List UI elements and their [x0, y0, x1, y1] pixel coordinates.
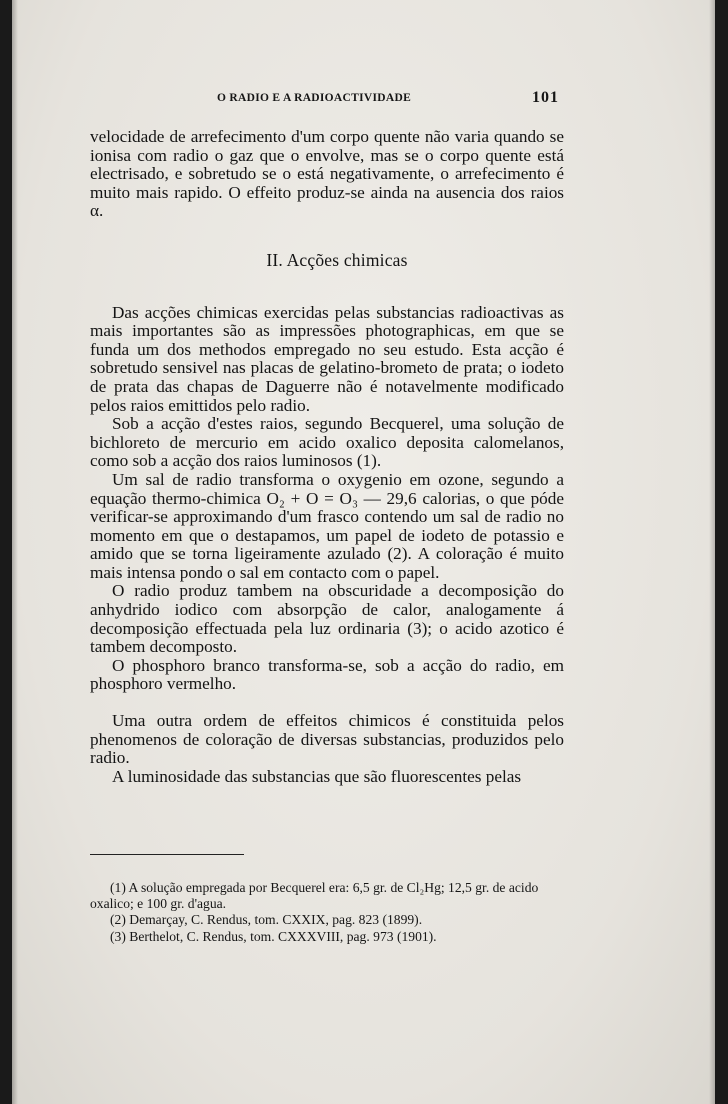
- footnotes: [90, 880, 564, 945]
- section-heading: II. Acções chimicas: [266, 249, 408, 270]
- paragraph-continuation: velocidade de arrefecimento d'um corpo quente não varia quando se ionisa com radio o gaz que o envolve, mas se o corpo quente está electrisado, e sobretudo se o está negativamente, o arrefecimento é muito mais rapido. O effeito produz-se ainda na ausencia dos raios α.: [90, 127, 564, 221]
- running-title: O RADIO E A RADIOACTIVIDADE: [217, 92, 412, 104]
- footnote-3: (3) Berthelot, C. Rendus, tom. CXXXVIII, pag. 973 (1901).: [110, 928, 437, 944]
- paragraph-coloration: Uma outra ordem de effeitos chimicos é constituida pelos phenomenos de coloração de diversas substancias, produzidos pelo radio.: [90, 711, 564, 768]
- page-number: 101: [532, 89, 559, 106]
- paragraph-photographic: Das acções chimicas exercidas pelas substancias radioactivas as mais importantes são as impressões photographicas, em que se funda um dos methodos empregado no seu estudo. Esta acção é sobretudo sensivel nas placas de gelatino-brometo de prata; o iodeto de prata das chapas de Daguerre não é notavelmente modificado pelos raios emittidos pelo radio.: [90, 302, 564, 415]
- body-text: [90, 128, 564, 786]
- footnote-1: (1) A solução empregada por Becquerel era: 6,5 gr. de Cl₂Hg; 12,5 gr. de acido oxalico; e 100 gr. d'agua.: [90, 880, 539, 912]
- paragraph-iodic: O radio produz tambem na obscuridade a decomposição do anhydrido iodico com absorpção de calor, analogamente á decomposição effectuada pela luz ordinaria (3); o acido azotico é tambem decomposto.: [90, 581, 564, 657]
- paragraph-luminosity: A luminosidade das substancias que são fluorescentes pelas: [112, 766, 522, 786]
- page-header: [12, 89, 715, 112]
- footnote-2: (2) Demarçay, C. Rendus, tom. CXXIX, pag. 823 (1899).: [110, 912, 423, 928]
- footnote-rule: [90, 854, 244, 855]
- paragraph-phosphorus: O phosphoro branco transforma-se, sob a acção do radio, em phosphoro vermelho.: [90, 655, 564, 694]
- book-page: [12, 0, 715, 1104]
- paragraph-gap: [90, 694, 564, 712]
- paragraph-becquerel: Sob a acção d'estes raios, segundo Becquerel, uma solução de bichloreto de mercurio em acido oxalico deposita calomelanos, como sob a acção dos raios luminosos (1).: [90, 414, 564, 471]
- page-edge-shadow-right: [709, 0, 715, 1104]
- page-edge-shadow-left: [12, 0, 18, 1104]
- paragraph-ozone: Um sal de radio transforma o oxygenio em ozone, segundo a equação thermo-chimica O₂ + O = O₃ — 29,6 calorias, o que póde verificar-se approximando d'um frasco contendo um sal de radio no momento em que o destapamos, um papel de iodeto de potassio e amido que se torna ligeiramente azulado (2). A coloração é muito mais intensa pondo o sal em contacto com o papel.: [90, 469, 564, 582]
